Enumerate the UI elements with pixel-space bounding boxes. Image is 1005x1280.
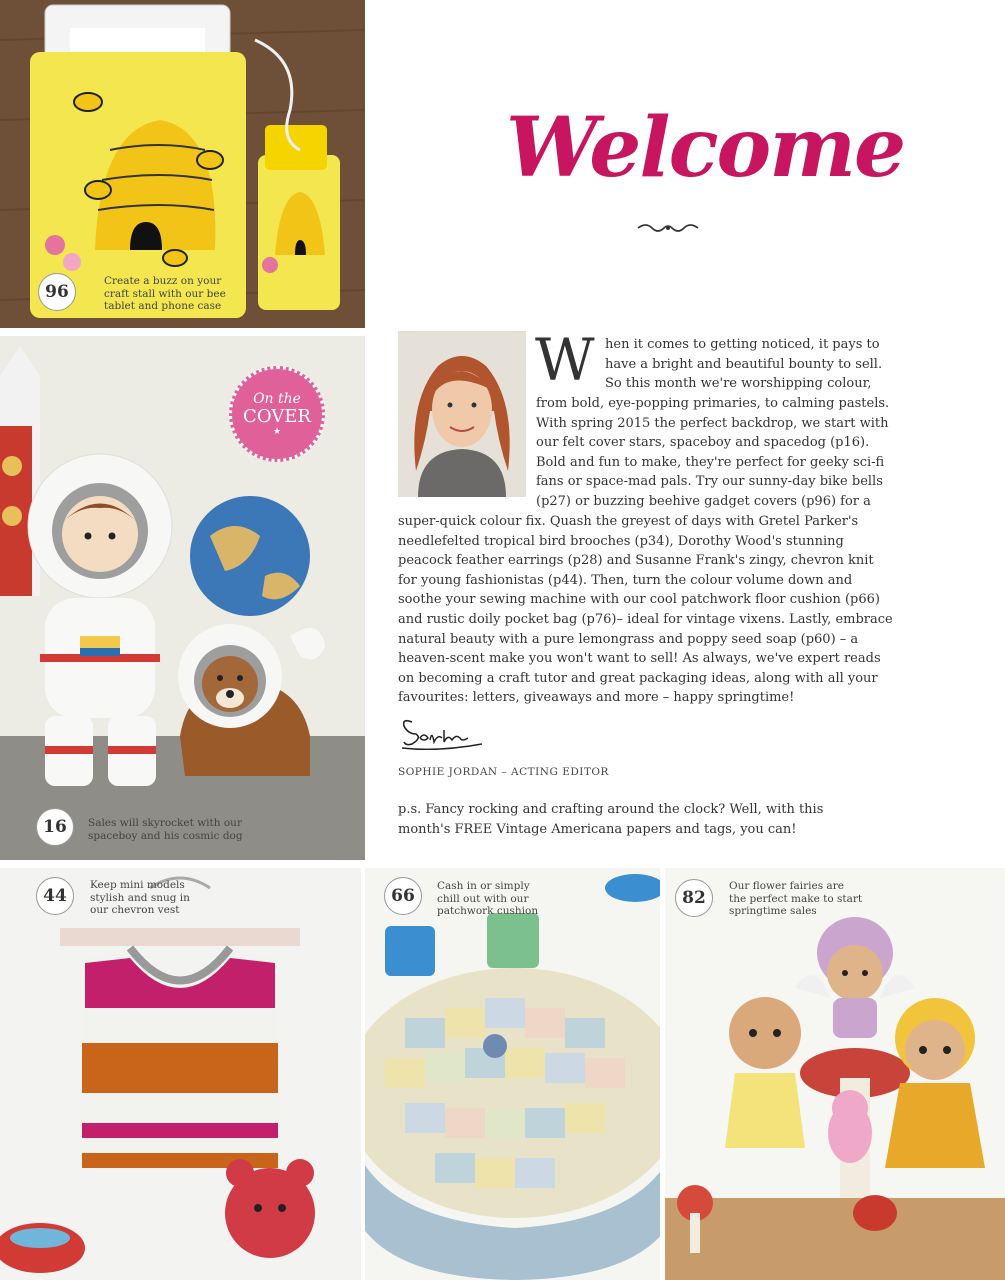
editor-signature — [398, 712, 488, 754]
body-line: needlefelted tropical bird brooches (p34), Dorothy Wood's stunning — [398, 533, 844, 549]
body-line: heaven-scent make you won't want to sell! As always, we've expert reads — [398, 651, 881, 667]
body-line: favourites: letters, giveaways and more – happy springtime! — [398, 690, 795, 706]
patchwork-cushion-photo — [365, 868, 660, 1280]
chevron-vest-photo — [0, 868, 361, 1280]
page-title: Welcome — [505, 100, 905, 196]
feature-caption: Cash in or simply chill out with our patchwork cushion — [437, 880, 539, 917]
page-badge: 44 — [36, 877, 74, 915]
body-line: super-quick colour fix. Quash the greyest of days with Gretel Parker's — [398, 514, 859, 529]
body-line: fans or space-mad pals. Try our sunny-day bike bells — [536, 474, 883, 490]
editorial-body-wrapped — [605, 335, 882, 394]
page-badge: 96 — [38, 273, 76, 311]
body-line: soothe your sewing machine with our cool patchwork floor cushion (p66) — [398, 592, 880, 608]
feature-caption: Sales will skyrocket with our spaceboy and his cosmic dog — [88, 817, 243, 842]
body-line: our felt cover stars, spaceboy and spacedog (p16). — [536, 435, 870, 451]
body-line: (p27) or buzzing beehive gadget covers (p96) for a — [536, 493, 871, 509]
editorial-body-full — [398, 512, 893, 708]
drop-cap: W — [535, 326, 595, 394]
postscript-line: month's FREE Vintage Americana papers and tags, you can! — [398, 821, 797, 837]
body-line: hen it comes to getting noticed, it pays to — [605, 337, 880, 352]
page-badge: 16 — [36, 808, 74, 846]
body-line: So this month we're worshipping colour, — [605, 376, 872, 392]
editor-credit: SOPHIE JORDAN – ACTING EDITOR — [398, 766, 609, 778]
body-line: peacock feather earrings (p28) and Susanne Frank's zingy, chevron knit — [398, 553, 874, 569]
postscript — [398, 800, 823, 839]
editorial-body-wrapped-b — [536, 394, 889, 512]
feature-caption: Our flower fairies are the perfect make to start springtime sales — [729, 880, 863, 917]
cover-badge-line2: COVER — [243, 406, 311, 427]
flower-fairies-photo — [665, 868, 1005, 1280]
editor-photo — [398, 331, 526, 497]
star-icon: ★ — [272, 427, 282, 437]
body-line: have a bright and beautiful bounty to sell. — [605, 356, 883, 372]
cover-badge-line1: On the — [253, 391, 301, 407]
body-line: from bold, eye-popping primaries, to calming pastels. — [536, 396, 890, 411]
body-line: on becoming a craft tutor and great packaging ideas, along with all your — [398, 670, 878, 686]
body-line: for young fashionistas (p44). Then, turn the colour volume down and — [398, 572, 853, 588]
cover-badge — [229, 366, 325, 462]
body-line: natural beauty with a pure lemongrass and poppy seed soap (p60) – a — [398, 631, 859, 647]
flourish-icon — [636, 220, 700, 236]
body-line: With spring 2015 the perfect backdrop, we start with — [536, 415, 889, 431]
page-badge: 66 — [384, 877, 422, 915]
feature-caption: Create a buzz on your craft stall with our bee tablet and phone case — [104, 275, 226, 312]
page-badge: 82 — [675, 879, 713, 917]
body-line: Bold and fun to make, they're perfect for geeky sci-fi — [536, 454, 885, 470]
feature-caption: Keep mini models stylish and snug in our chevron vest — [90, 879, 190, 916]
postscript-line: p.s. Fancy rocking and crafting around the clock? Well, with this — [398, 802, 824, 817]
body-line: and rustic doily pocket bag (p76)– ideal for vintage vixens. Lastly, embrace — [398, 611, 893, 627]
